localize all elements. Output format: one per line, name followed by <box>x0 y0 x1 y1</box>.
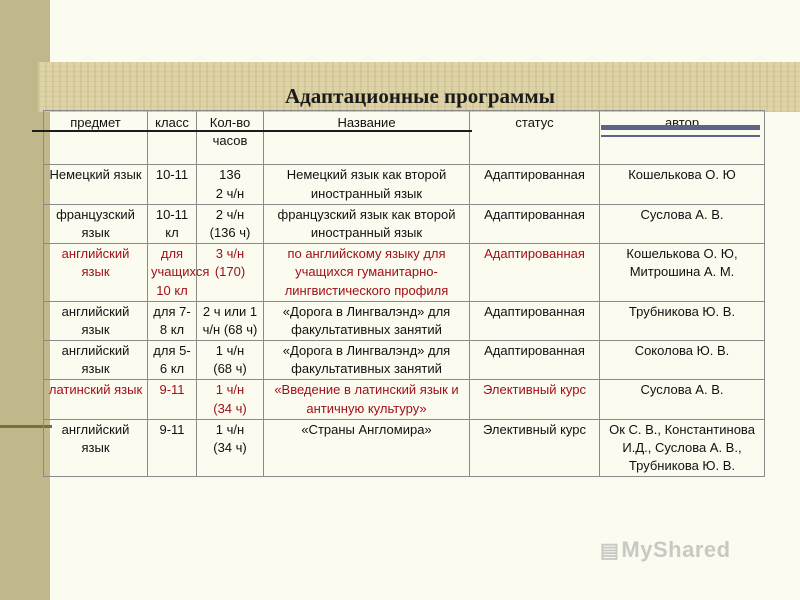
watermark <box>600 537 731 563</box>
cell-grade: для учащихся 10 кл <box>148 244 197 302</box>
cell-name: «Дорога в Лингвалэнд» для факультативных занятий <box>264 341 470 380</box>
cell-status: Адаптированная <box>470 244 600 302</box>
cell-author: Суслова А. В. <box>600 380 765 419</box>
cell-name: Немецкий язык как второй иностранный язык <box>264 165 470 204</box>
cell-author: Соколова Ю. В. <box>600 341 765 380</box>
watermark-text: MyShared <box>621 537 731 562</box>
cell-hours: 3 ч/н (170) <box>197 244 264 302</box>
cell-hours: 1 ч/н (34 ч) <box>197 419 264 477</box>
cell-subject: английский язык <box>44 419 148 477</box>
cell-status: Элективный курс <box>470 419 600 477</box>
cell-name: по английскому языку для учащихся гуманитарно-лингвистического профиля <box>264 244 470 302</box>
cell-status: Адаптированная <box>470 341 600 380</box>
header-status: статус <box>470 111 600 165</box>
cell-grade: 9-11 <box>148 380 197 419</box>
cell-subject: английский язык <box>44 341 148 380</box>
cell-name: «Страны Англомира» <box>264 419 470 477</box>
cell-hours: 2 ч/н (136 ч) <box>197 204 264 243</box>
header-name: Название <box>264 111 470 165</box>
cell-status: Адаптированная <box>470 165 600 204</box>
cell-subject: английский язык <box>44 301 148 340</box>
cell-grade: 10-11 кл <box>148 204 197 243</box>
cell-author: Трубникова Ю. В. <box>600 301 765 340</box>
cell-name: французский язык как второй иностранный язык <box>264 204 470 243</box>
cell-author: Кошелькова О. Ю <box>600 165 765 204</box>
cell-status: Элективный курс <box>470 380 600 419</box>
cell-grade: 9-11 <box>148 419 197 477</box>
table-row <box>44 165 765 204</box>
header-grade: класс <box>148 111 197 165</box>
cell-hours: 1 ч/н (68 ч) <box>197 341 264 380</box>
cell-subject: английский язык <box>44 244 148 302</box>
table-row <box>44 380 765 419</box>
header-author: автор <box>600 111 765 165</box>
table-row <box>44 341 765 380</box>
table-row <box>44 244 765 302</box>
cell-name: «Введение в латинский язык и античную культуру» <box>264 380 470 419</box>
cell-hours: 1 ч/н (34 ч) <box>197 380 264 419</box>
cell-author: Ок С. В., Константинова И.Д., Суслова А. В., Трубникова Ю. В. <box>600 419 765 477</box>
cell-hours: 2 ч или 1 ч/н (68 ч) <box>197 301 264 340</box>
table-row <box>44 419 765 477</box>
cell-status: Адаптированная <box>470 301 600 340</box>
table-row <box>44 204 765 243</box>
table-header-row <box>44 111 765 165</box>
table-row <box>44 301 765 340</box>
cell-grade: 10-11 <box>148 165 197 204</box>
cell-name: «Дорога в Лингвалэнд» для факультативных занятий <box>264 301 470 340</box>
programs-table <box>43 110 765 477</box>
page-title: Адаптационные программы <box>284 84 556 108</box>
cell-hours: 136 2 ч/н <box>197 165 264 204</box>
cell-author: Суслова А. В. <box>600 204 765 243</box>
cell-subject: Немецкий язык <box>44 165 148 204</box>
cell-subject: латинский язык <box>44 380 148 419</box>
header-hours: Кол-во часов <box>197 111 264 165</box>
header-rule-right <box>601 125 760 137</box>
cell-status: Адаптированная <box>470 204 600 243</box>
cell-subject: французский язык <box>44 204 148 243</box>
header-rule-left <box>32 130 472 132</box>
presentation-icon: ▤ <box>600 540 620 562</box>
header-subject: предмет <box>44 111 148 165</box>
cell-author: Кошелькова О. Ю, Митрошина А. М. <box>600 244 765 302</box>
cell-grade: для 7-8 кл <box>148 301 197 340</box>
cell-grade: для 5-6 кл <box>148 341 197 380</box>
